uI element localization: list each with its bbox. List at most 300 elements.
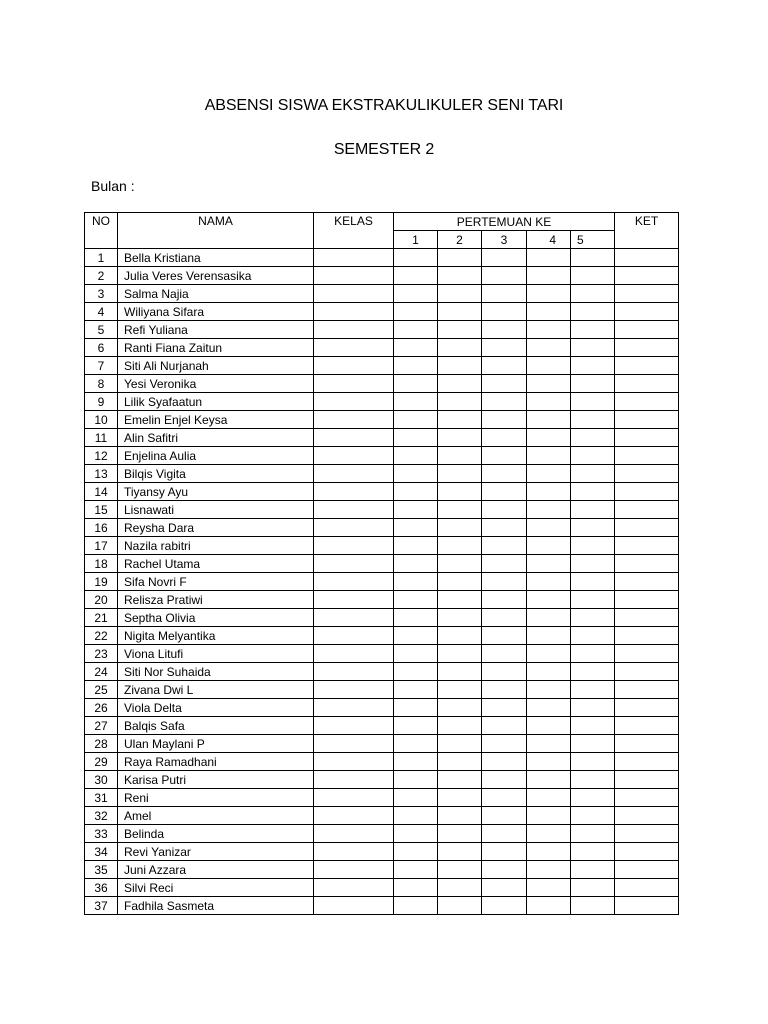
attendance-cell [438,321,482,339]
attendance-cell [438,879,482,897]
attendance-cell [527,465,571,483]
attendance-cell [527,537,571,555]
row-number: 32 [85,807,118,825]
attendance-cell [394,735,438,753]
ket-cell [615,843,679,861]
table-row [85,357,679,375]
attendance-cell [438,717,482,735]
attendance-cell [571,663,615,681]
attendance-cell [482,735,527,753]
student-name: Ranti Fiana Zaitun [118,339,314,357]
attendance-cell [394,483,438,501]
attendance-cell [527,771,571,789]
ket-cell [615,663,679,681]
attendance-cell [394,789,438,807]
row-number: 24 [85,663,118,681]
attendance-cell [482,375,527,393]
row-number: 26 [85,699,118,717]
student-name: Ulan Maylani P [118,735,314,753]
kelas-cell [314,609,394,627]
ket-cell [615,555,679,573]
bulan-label: Bulan : [91,178,135,194]
table-row [85,393,679,411]
attendance-cell [527,501,571,519]
table-header-row [85,213,679,231]
row-number: 1 [85,249,118,267]
attendance-cell [438,267,482,285]
row-number: 27 [85,717,118,735]
table-row [85,789,679,807]
attendance-cell [527,861,571,879]
row-number: 3 [85,285,118,303]
attendance-cell [394,591,438,609]
attendance-cell [438,519,482,537]
ket-cell [615,735,679,753]
attendance-cell [527,591,571,609]
column-header-ket: KET [615,213,679,249]
table-row [85,465,679,483]
attendance-cell [482,465,527,483]
attendance-cell [527,807,571,825]
attendance-cell [482,357,527,375]
attendance-cell [438,303,482,321]
attendance-cell [482,771,527,789]
student-name: Wiliyana Sifara [118,303,314,321]
attendance-cell [571,483,615,501]
row-number: 20 [85,591,118,609]
kelas-cell [314,645,394,663]
attendance-cell [482,303,527,321]
student-name: Alin Safitri [118,429,314,447]
row-number: 5 [85,321,118,339]
table-row [85,717,679,735]
attendance-cell [482,753,527,771]
kelas-cell [314,681,394,699]
student-name: Silvi Reci [118,879,314,897]
kelas-cell [314,285,394,303]
ket-cell [615,897,679,915]
meeting-header: 3 [482,231,527,249]
student-name: Emelin Enjel Keysa [118,411,314,429]
row-number: 9 [85,393,118,411]
ket-cell [615,627,679,645]
student-name: Nigita Melyantika [118,627,314,645]
attendance-cell [482,393,527,411]
attendance-cell [571,861,615,879]
student-name: Rachel Utama [118,555,314,573]
row-number: 12 [85,447,118,465]
ket-cell [615,717,679,735]
meeting-header: 5 [571,231,615,249]
ket-cell [615,879,679,897]
attendance-cell [571,717,615,735]
attendance-cell [438,843,482,861]
row-number: 7 [85,357,118,375]
attendance-cell [394,339,438,357]
attendance-cell [438,483,482,501]
table-row [85,735,679,753]
student-name: Siti Ali Nurjanah [118,357,314,375]
attendance-cell [394,249,438,267]
row-number: 19 [85,573,118,591]
student-name: Belinda [118,825,314,843]
table-row [85,555,679,573]
kelas-cell [314,411,394,429]
attendance-cell [482,645,527,663]
attendance-cell [394,375,438,393]
document-subtitle: SEMESTER 2 [333,141,435,158]
student-name: Refi Yuliana [118,321,314,339]
attendance-cell [394,573,438,591]
student-name: Viola Delta [118,699,314,717]
ket-cell [615,339,679,357]
row-number: 30 [85,771,118,789]
attendance-cell [571,303,615,321]
student-name: Juni Azzara [118,861,314,879]
attendance-cell [527,717,571,735]
table-row [85,447,679,465]
attendance-cell [394,825,438,843]
kelas-cell [314,501,394,519]
table-row [85,771,679,789]
attendance-cell [527,609,571,627]
student-name: Siti Nor Suhaida [118,663,314,681]
attendance-cell [527,447,571,465]
table-row [85,249,679,267]
attendance-cell [571,375,615,393]
attendance-cell [438,411,482,429]
attendance-cell [527,645,571,663]
ket-cell [615,429,679,447]
kelas-cell [314,879,394,897]
kelas-cell [314,825,394,843]
row-number: 34 [85,843,118,861]
table-row [85,861,679,879]
attendance-cell [571,555,615,573]
ket-cell [615,825,679,843]
meeting-header: 1 [394,231,438,249]
attendance-cell [438,627,482,645]
row-number: 37 [85,897,118,915]
ket-cell [615,357,679,375]
ket-cell [615,789,679,807]
attendance-cell [438,501,482,519]
attendance-cell [571,573,615,591]
attendance-cell [527,843,571,861]
ket-cell [615,465,679,483]
attendance-cell [438,591,482,609]
student-name: Lisnawati [118,501,314,519]
attendance-cell [482,555,527,573]
attendance-cell [438,339,482,357]
student-name: Tiyansy Ayu [118,483,314,501]
row-number: 21 [85,609,118,627]
kelas-cell [314,375,394,393]
attendance-cell [482,573,527,591]
ket-cell [615,285,679,303]
kelas-cell [314,753,394,771]
row-number: 17 [85,537,118,555]
student-name: Bella Kristiana [118,249,314,267]
kelas-cell [314,339,394,357]
attendance-cell [394,465,438,483]
kelas-cell [314,555,394,573]
attendance-cell [438,825,482,843]
attendance-cell [482,807,527,825]
student-name: Reysha Dara [118,519,314,537]
attendance-cell [571,267,615,285]
attendance-cell [482,519,527,537]
ket-cell [615,699,679,717]
attendance-cell [571,537,615,555]
attendance-cell [571,609,615,627]
kelas-cell [314,897,394,915]
column-header-nama: NAMA [118,213,314,249]
attendance-cell [527,555,571,573]
table-row [85,573,679,591]
attendance-cell [571,285,615,303]
attendance-cell [482,897,527,915]
row-number: 10 [85,411,118,429]
ket-cell [615,267,679,285]
attendance-cell [527,789,571,807]
attendance-cell [438,645,482,663]
attendance-cell [482,285,527,303]
attendance-cell [482,483,527,501]
kelas-cell [314,519,394,537]
attendance-cell [527,627,571,645]
meeting-header: 2 [438,231,482,249]
kelas-cell [314,321,394,339]
attendance-cell [527,285,571,303]
attendance-cell [438,753,482,771]
attendance-cell [438,573,482,591]
ket-cell [615,375,679,393]
kelas-cell [314,771,394,789]
attendance-cell [571,735,615,753]
ket-cell [615,645,679,663]
attendance-cell [394,285,438,303]
attendance-cell [527,897,571,915]
row-number: 28 [85,735,118,753]
attendance-cell [394,681,438,699]
attendance-cell [527,393,571,411]
ket-cell [615,771,679,789]
table-row [85,303,679,321]
attendance-cell [438,393,482,411]
attendance-cell [482,537,527,555]
table-body [85,249,679,915]
attendance-cell [394,519,438,537]
attendance-cell [438,681,482,699]
attendance-cell [527,573,571,591]
attendance-cell [571,429,615,447]
attendance-cell [394,843,438,861]
attendance-cell [482,681,527,699]
attendance-table [84,212,679,915]
table-row [85,411,679,429]
attendance-cell [394,897,438,915]
attendance-cell [438,789,482,807]
ket-cell [615,591,679,609]
table-row [85,645,679,663]
attendance-cell [482,339,527,357]
row-number: 11 [85,429,118,447]
student-name: Reni [118,789,314,807]
kelas-cell [314,735,394,753]
ket-cell [615,807,679,825]
student-name: Nazila rabitri [118,537,314,555]
student-name: Bilqis Vigita [118,465,314,483]
attendance-cell [482,663,527,681]
kelas-cell [314,807,394,825]
student-name: Fadhila Sasmeta [118,897,314,915]
ket-cell [615,537,679,555]
student-name: Relisza Pratiwi [118,591,314,609]
attendance-cell [482,861,527,879]
attendance-cell [482,411,527,429]
attendance-cell [438,537,482,555]
attendance-cell [438,465,482,483]
attendance-cell [482,789,527,807]
row-number: 18 [85,555,118,573]
attendance-cell [571,807,615,825]
row-number: 8 [85,375,118,393]
attendance-cell [571,825,615,843]
attendance-cell [438,897,482,915]
attendance-cell [438,555,482,573]
row-number: 33 [85,825,118,843]
attendance-cell [571,771,615,789]
attendance-cell [571,447,615,465]
table-row [85,753,679,771]
attendance-cell [527,663,571,681]
attendance-cell [571,411,615,429]
attendance-cell [482,825,527,843]
attendance-cell [571,627,615,645]
attendance-cell [482,879,527,897]
attendance-cell [571,357,615,375]
attendance-cell [482,501,527,519]
attendance-cell [571,645,615,663]
kelas-cell [314,591,394,609]
kelas-cell [314,447,394,465]
attendance-cell [482,267,527,285]
attendance-cell [438,285,482,303]
table-row [85,627,679,645]
attendance-cell [394,303,438,321]
attendance-cell [394,861,438,879]
student-name: Viona Litufi [118,645,314,663]
kelas-cell [314,789,394,807]
kelas-cell [314,861,394,879]
ket-cell [615,573,679,591]
row-number: 36 [85,879,118,897]
attendance-cell [571,321,615,339]
student-name: Enjelina Aulia [118,447,314,465]
ket-cell [615,501,679,519]
ket-cell [615,447,679,465]
row-number: 35 [85,861,118,879]
row-number: 25 [85,681,118,699]
attendance-cell [394,411,438,429]
kelas-cell [314,699,394,717]
student-name: Raya Ramadhani [118,753,314,771]
attendance-cell [394,267,438,285]
kelas-cell [314,483,394,501]
row-number: 16 [85,519,118,537]
table-row [85,321,679,339]
table-row [85,483,679,501]
ket-cell [615,861,679,879]
attendance-cell [571,465,615,483]
attendance-cell [527,681,571,699]
student-name: Julia Veres Verensasika [118,267,314,285]
attendance-cell [527,519,571,537]
attendance-cell [527,825,571,843]
attendance-cell [482,627,527,645]
attendance-cell [394,807,438,825]
row-number: 2 [85,267,118,285]
meeting-header: 4 [527,231,571,249]
row-number: 14 [85,483,118,501]
attendance-cell [438,807,482,825]
attendance-cell [571,393,615,411]
attendance-cell [394,357,438,375]
ket-cell [615,519,679,537]
ket-cell [615,321,679,339]
attendance-cell [571,843,615,861]
attendance-cell [394,501,438,519]
ket-cell [615,411,679,429]
table-row [85,663,679,681]
ket-cell [615,483,679,501]
attendance-cell [394,429,438,447]
attendance-cell [438,357,482,375]
attendance-cell [527,429,571,447]
kelas-cell [314,627,394,645]
ket-cell [615,609,679,627]
attendance-cell [394,393,438,411]
kelas-cell [314,357,394,375]
attendance-cell [482,447,527,465]
row-number: 31 [85,789,118,807]
column-header-pertemuan: PERTEMUAN KE [394,213,615,231]
attendance-cell [527,321,571,339]
attendance-cell [394,627,438,645]
attendance-cell [438,699,482,717]
attendance-cell [438,771,482,789]
attendance-cell [394,321,438,339]
attendance-cell [394,663,438,681]
attendance-cell [438,447,482,465]
attendance-cell [527,303,571,321]
table-row [85,591,679,609]
row-number: 6 [85,339,118,357]
table-row [85,519,679,537]
row-number: 13 [85,465,118,483]
attendance-cell [438,861,482,879]
student-name: Amel [118,807,314,825]
table-row [85,537,679,555]
attendance-cell [482,843,527,861]
student-name: Lilik Syafaatun [118,393,314,411]
column-header-no: NO [85,213,118,249]
attendance-cell [394,555,438,573]
row-number: 23 [85,645,118,663]
attendance-cell [527,879,571,897]
attendance-cell [482,591,527,609]
